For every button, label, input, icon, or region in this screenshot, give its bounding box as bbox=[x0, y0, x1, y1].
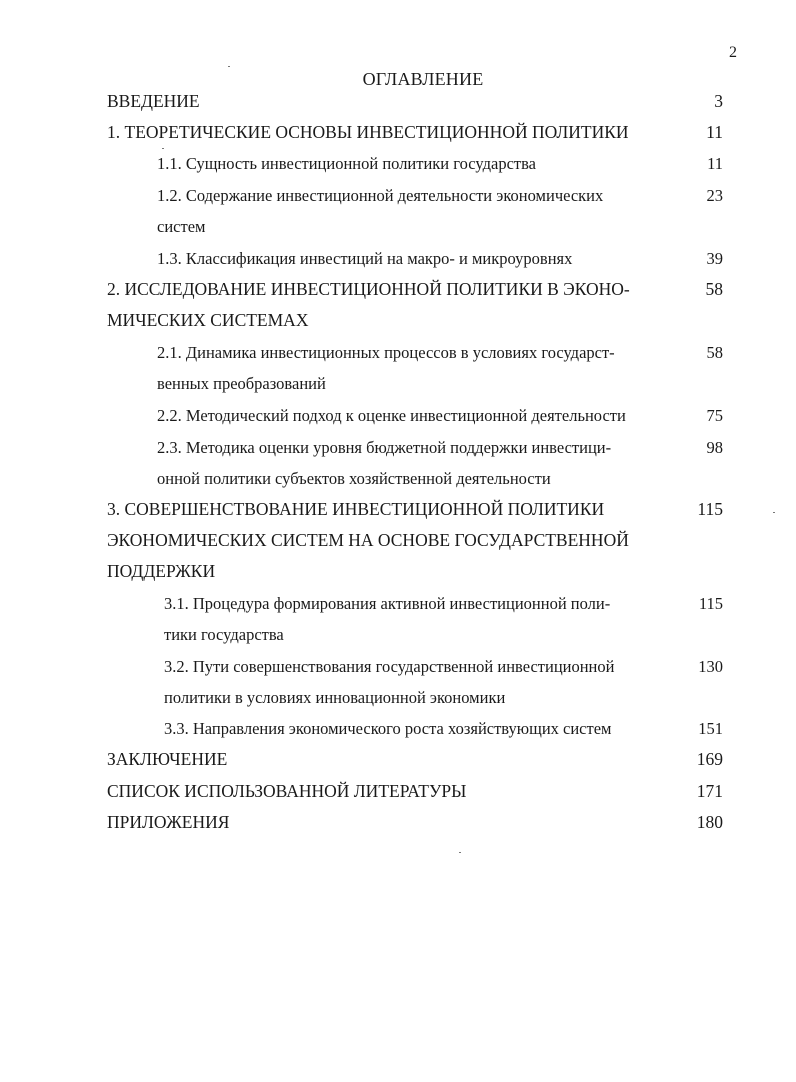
toc-entry-text: 3.1. Процедура формирования активной инвестиционной поли- bbox=[164, 594, 611, 613]
toc-entry-text: СПИСОК ИСПОЛЬЗОВАННОЙ ЛИТЕРАТУРЫ bbox=[107, 781, 467, 801]
toc-entry-chapter-3 bbox=[107, 494, 723, 587]
toc-entry-section-3-3 bbox=[164, 713, 723, 744]
toc-entry-introduction bbox=[107, 86, 723, 117]
toc-entry-page: 11 bbox=[706, 122, 723, 142]
toc-entry-page: 115 bbox=[698, 594, 723, 613]
toc-title: ОГЛАВЛЕНИЕ bbox=[362, 69, 484, 89]
toc-entry-section-3-2 bbox=[164, 651, 723, 713]
toc-entry-bibliography bbox=[107, 776, 723, 807]
toc-entry-section-1-2 bbox=[157, 180, 723, 242]
toc-entry-page: 98 bbox=[706, 438, 723, 457]
toc-entry-text: 2. ИССЛЕДОВАНИЕ ИНВЕСТИЦИОННОЙ ПОЛИТИКИ В ЭКОНО- bbox=[107, 279, 630, 299]
toc-entry-text: 3.2. Пути совершенствования государственной инвестиционной bbox=[164, 657, 615, 676]
toc-entry-text: ПРИЛОЖЕНИЯ bbox=[107, 812, 230, 832]
toc-entry-text-continuation: политики в условиях инновационной экономики bbox=[164, 688, 506, 707]
toc-entry-text: ВВЕДЕНИЕ bbox=[107, 91, 200, 111]
toc-entry-section-2-2 bbox=[157, 400, 723, 431]
toc-entry-page: 58 bbox=[705, 279, 723, 299]
scan-speck bbox=[459, 852, 461, 853]
toc-entry-text: 2.3. Методика оценки уровня бюджетной поддержки инвестици- bbox=[157, 438, 612, 457]
toc-entry-page: 3 bbox=[714, 91, 723, 111]
toc-entry-text: 2.2. Методический подход к оценке инвестиционной деятельности bbox=[157, 406, 626, 425]
toc-entry-page: 171 bbox=[696, 781, 723, 801]
toc-entry-text-continuation: онной политики субъектов хозяйственной деятельности bbox=[157, 469, 551, 488]
toc-entry-page: 23 bbox=[706, 186, 723, 205]
toc-entry-chapter-1 bbox=[107, 117, 723, 148]
toc-entry-section-3-1 bbox=[164, 588, 723, 650]
toc-entry-conclusion bbox=[107, 744, 723, 775]
toc-entry-page: 39 bbox=[706, 249, 723, 268]
toc-entry-section-2-1 bbox=[157, 337, 723, 399]
toc-entry-appendices bbox=[107, 807, 723, 838]
toc-entry-page: 75 bbox=[706, 406, 723, 425]
toc-entry-text-continuation: ПОДДЕРЖКИ bbox=[107, 561, 216, 581]
toc-entry-text: ЗАКЛЮЧЕНИЕ bbox=[107, 749, 228, 769]
toc-entry-text-continuation: ЭКОНОМИЧЕСКИХ СИСТЕМ НА ОСНОВЕ ГОСУДАРСТВЕННОЙ bbox=[107, 530, 629, 550]
page-number: 2 bbox=[729, 44, 737, 61]
toc-entry-page: 169 bbox=[696, 749, 723, 769]
toc-entry-page: 130 bbox=[698, 657, 723, 676]
toc-entry-section-1-1 bbox=[157, 148, 723, 179]
toc-entry-text-continuation: систем bbox=[157, 217, 206, 236]
toc-entry-chapter-2 bbox=[107, 274, 723, 336]
toc-entry-text: 1.2. Содержание инвестиционной деятельности экономических bbox=[157, 186, 604, 205]
toc-entry-text: 3.3. Направления экономического роста хозяйствующих систем bbox=[164, 719, 612, 738]
toc-entry-text: 1.3. Классификация инвестиций на макро- и микроуровнях bbox=[157, 249, 573, 268]
toc-entry-text-continuation: тики государства bbox=[164, 625, 284, 644]
scan-speck bbox=[162, 148, 164, 149]
toc-entry-text: 2.1. Динамика инвестиционных процессов в условиях государст- bbox=[157, 343, 615, 362]
toc-entry-page: 180 bbox=[696, 812, 723, 832]
toc-entry-text-continuation: МИЧЕСКИХ СИСТЕМАХ bbox=[107, 310, 309, 330]
toc-entry-page: 151 bbox=[698, 719, 723, 738]
toc-entry-text-continuation: венных преобразований bbox=[157, 374, 326, 393]
toc-entry-text: 3. СОВЕРШЕНСТВОВАНИЕ ИНВЕСТИЦИОННОЙ ПОЛИТИКИ bbox=[107, 499, 605, 519]
toc-entry-text: 1.1. Сущность инвестиционной политики государства bbox=[157, 154, 537, 173]
toc-entry-section-2-3 bbox=[157, 432, 723, 494]
toc-entry-section-1-3 bbox=[157, 243, 723, 274]
toc-entry-page: 58 bbox=[706, 343, 723, 362]
toc-entry-text: 1. ТЕОРЕТИЧЕСКИЕ ОСНОВЫ ИНВЕСТИЦИОННОЙ ПОЛИТИКИ bbox=[107, 122, 629, 142]
scan-speck bbox=[773, 512, 775, 513]
toc-entry-page: 115 bbox=[697, 499, 723, 519]
toc-entry-page: 11 bbox=[707, 154, 723, 173]
scan-speck bbox=[228, 66, 230, 67]
